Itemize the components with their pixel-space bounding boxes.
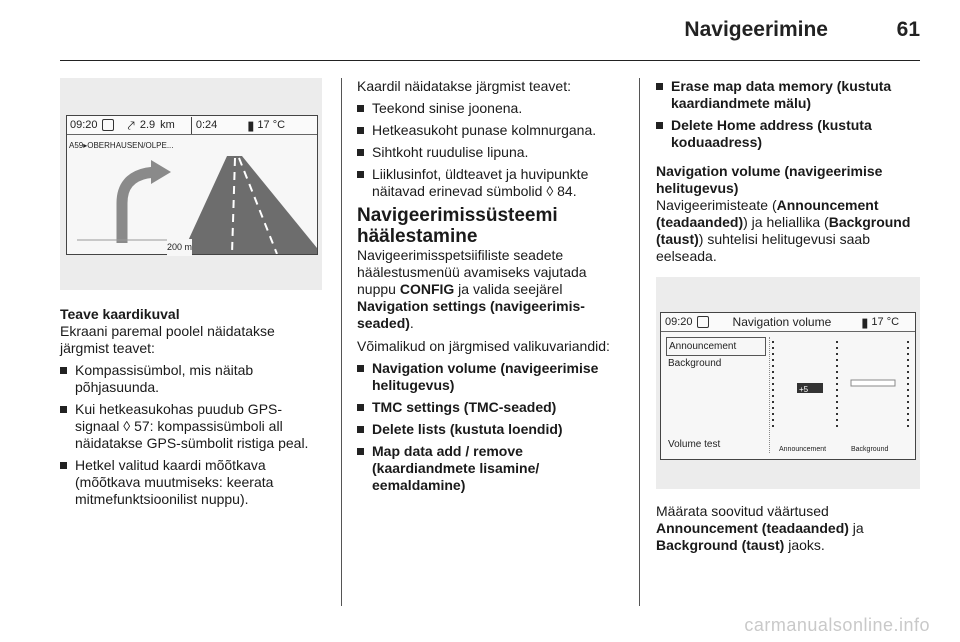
menu-item-text: Background (taust) [656, 214, 911, 247]
list-item: Kompassisümbol, mis näitab põhjasuunda. [60, 362, 325, 396]
text-run: Määrata soovitud väärtused [656, 503, 829, 519]
map-distance-unit: km [160, 118, 175, 131]
map-distance: 2.9 [139, 118, 156, 131]
volume-screen-title: Navigation volume [732, 314, 832, 329]
page-title: Navigeerimine [684, 18, 828, 41]
column-divider-2 [639, 78, 640, 606]
route-label: A59▸OBERHAUSEN/OLPE... [69, 141, 174, 150]
left-intro: Ekraani paremal poolel näidatakse järgmist teavet: [60, 323, 275, 356]
watermark: carmanualsonline.info [744, 615, 930, 635]
section-heading: Navigeerimissüsteemi häälestamine [357, 205, 558, 247]
volume-value: +5 [799, 385, 809, 394]
volume-paragraph [656, 197, 922, 265]
text-run: ) ja heliallika ( [743, 214, 829, 230]
thermometer-icon: ▮ [247, 117, 255, 133]
slider-label-background: Background [851, 446, 889, 453]
menu-item-volume-test[interactable]: Volume test [668, 439, 721, 450]
text-run: jaoks. [784, 537, 825, 553]
map-figure [60, 78, 322, 290]
map-duration: 0:24 [191, 117, 217, 134]
left-bullet-list [60, 362, 325, 508]
list-item: Hetkeasukoht punase kolmnurgana. [357, 122, 629, 139]
list-item: TMC settings (TMC-seaded) [357, 399, 629, 416]
compass-icon [697, 316, 709, 328]
middle-column [357, 78, 629, 499]
options-list-continued [656, 78, 922, 151]
list-item: Navigation volume (navigeerimise helitugevus) [357, 360, 629, 394]
volume-figure [656, 277, 920, 489]
list-item: Teekond sinise joonena. [357, 100, 629, 117]
menu-item-text: Background (taust) [656, 537, 785, 553]
volume-time: 09:20 [665, 315, 693, 328]
list-item: Kui hetkeasukohas puudub GPS-signaal ◊ 57: kompassisümboli all näidatakse GPS-sümbolit ristiga peal. [60, 401, 325, 452]
map-temperature: 17 °C [257, 118, 286, 131]
list-item: Map data add / remove (kaardiandmete lisamine/ eemaldamine) [357, 443, 629, 494]
text-run: . [409, 315, 414, 331]
menu-item-text: Announcement (teadaanded) [656, 197, 879, 230]
volume-status-bar [661, 313, 915, 332]
volume-sliders-graphic [771, 341, 913, 437]
map-status-bar [67, 116, 317, 135]
options-intro: Võimalikud on järgmised valikuvariandid: [357, 338, 610, 354]
left-column [60, 78, 325, 513]
menu-item-text: Navigation settings (navigeerimis-seaded) [357, 298, 585, 331]
menu-item-background[interactable]: Background [668, 358, 722, 369]
right-column [656, 78, 922, 554]
section-subheading: Navigation volume (navigeerimise helitugevus) [656, 163, 883, 196]
list-item: Delete Home address (kustuta koduaadress) [656, 117, 922, 151]
thermometer-icon: ▮ [861, 314, 869, 330]
list-item: Erase map data memory (kustuta kaardiandmete mälu) [656, 78, 922, 112]
middle-intro: Kaardil näidatakse järgmist teavet: [357, 78, 571, 94]
menu-item-text: Announcement (teadaanded) [656, 520, 849, 536]
middle-bullet-list [357, 100, 629, 200]
list-item: Hetkel valitud kaardi mõõtkava (mõõtkava muutmiseks: keerata mitmefunktsioonilist nuppu). [60, 457, 325, 508]
options-list [357, 360, 629, 494]
config-button-text: CONFIG [399, 281, 455, 297]
list-item: Liiklusinfot, üldteavet ja huvipunkte näitavad erinevad sümbolid ◊ 84. [357, 166, 629, 200]
map-screen [66, 115, 318, 255]
map-time: 09:20 [70, 118, 98, 131]
closing-paragraph [656, 503, 922, 554]
text-run: ja [848, 520, 864, 536]
slider-label-announcement: Announcement [779, 446, 827, 453]
text-run: ja valida seejärel [454, 281, 563, 297]
menu-item-announcement[interactable]: Announcement [666, 337, 766, 356]
text-run: ) suhtelisi helitugevusi saab eelseada. [656, 231, 870, 264]
turn-distance: 200 m [167, 239, 192, 256]
column-divider-1 [341, 78, 342, 606]
list-item: Sihtkoht ruudulise lipuna. [357, 144, 629, 161]
text-run: Navigeerimisspetsiifiliste seadete häälestusmenüü avamiseks vajutada nuppu [357, 247, 587, 297]
compass-icon [102, 119, 114, 131]
list-item: Delete lists (kustuta loendid) [357, 421, 629, 438]
section-subheading: Teave kaardikuval [60, 306, 180, 322]
volume-screen [660, 312, 916, 460]
header-divider [60, 60, 920, 61]
settings-paragraph [357, 247, 629, 332]
route-arrow-icon: ⤤ [127, 117, 135, 133]
text-run: Navigeerimisteate ( [656, 197, 777, 213]
page-number: 61 [896, 18, 920, 41]
volume-temperature: 17 °C [871, 315, 900, 328]
